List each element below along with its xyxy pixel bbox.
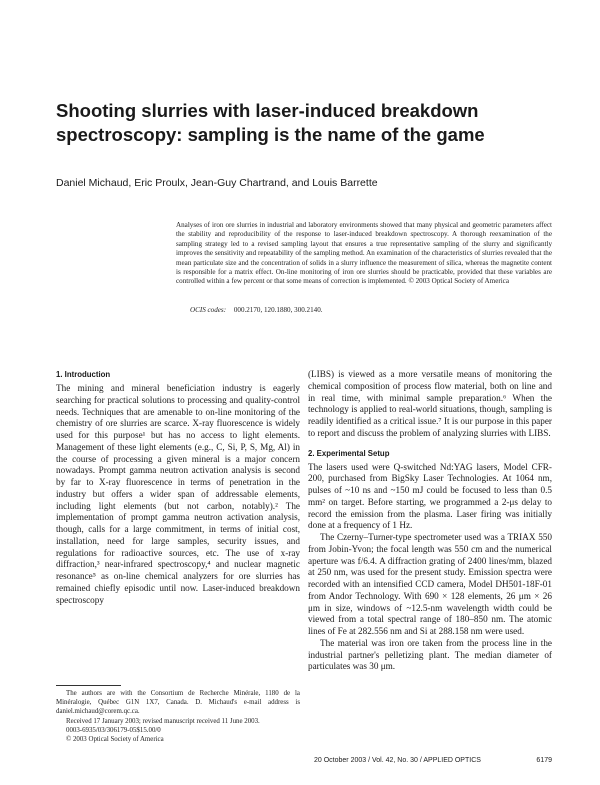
footnote-code: 0003-6935/03/306179-05$15.00/0 (66, 726, 161, 734)
experimental-paragraph-3: The material was iron ore taken from the process line in the industrial partner's pelletizing plant. The median diameter of particulates was 30 μm. (308, 637, 552, 672)
footnotes (56, 689, 300, 744)
abstract: Analyses of iron ore slurries in industrial and laboratory environments showed that many physical and geometric parameters affect the stability and reproducibility of the response to laser-induced breakdown spectroscopy. A thorough reexamination of the sampling strategy led to a revised sampling layout that ensures a true representative sampling of the slurry and significantly improves the sensitivity and repeatability of the sampling method. An examination of the characteristics of slurries revealed that the mean particulate size and the concentration of solids in a slurry influence the measurement of silica, whereas the magnetite content is responsible for a matrix effect. On-line monitoring of iron ore slurries should be practicable, provided that these variables are controlled within a few percent or that some means of correction is implemented. © 2003 Optical Society of America (176, 221, 552, 286)
right-column (308, 369, 552, 673)
experimental-paragraph-2: The Czerny–Turner-type spectrometer used was a TRIAX 550 from Jobin-Yvon; the focal length was 550 cm and the numerical aperture was f/6.4. A diffraction grating of 2400 lines/mm, blazed at 250 nm, was used for the present study. Emission spectra were recorded with an intensified CCD camera, Model DH501-18F-01 from Andor Technology. With 690 × 128 elements, 26 μm × 26 μm in size, windows of ~12.5-nm wavelength width could be viewed from a total spectral range of 180–850 nm. The atomic lines of Fe at 282.556 nm and Si at 288.158 nm were used. (308, 532, 552, 636)
footnote-copyright: © 2003 Optical Society of America (66, 736, 164, 744)
left-column (56, 369, 300, 606)
footnote-divider (56, 685, 121, 686)
ocis-label: OCIS codes: (190, 306, 227, 314)
section-heading-introduction: 1. Introduction (56, 370, 111, 379)
footnote-affiliation: The authors are with the Consortium de Recherche Minérale, 1180 de la Minéralogie, Québec G1N 1X7, Canada. D. Michaud's e-mail address is daniel.michaud@corem.qc.ca. (56, 690, 300, 716)
introduction-paragraph-1: The mining and mineral beneficiation industry is eagerly searching for practical solutions to processing and quality-control needs. Techniques that are amenable to on-line monitoring of the chemistry of ore slurries are scarce. X-ray fluorescence is widely used for this purpose¹ but has no access to light elements. Management of these light elements (e.g., C, Si, P, S, Mg, Al) in the course of processing a given mineral is a major concern nowadays. Prompt gamma neutron activation analysis is second by far to X-ray fluorescence in terms of penetration in the industry but offers a wider span of addressable elements, including light elements (but not carbon, notably).² The implementation of prompt gamma neutron activation analysis, though, calls for a large commitment, in terms of initial cost, installation, need for large samples, security issues, and regulations for radioactive sources, etc. The use of x-ray diffraction,³ near-infrared spectroscopy,⁴ and nuclear magnetic resonance⁵ as on-line chemical analyzers for ore slurries has remained chiefly episodic until now. Laser-induced breakdown spectroscopy (56, 383, 300, 605)
paper-title (56, 99, 556, 147)
author-list: Daniel Michaud, Eric Proulx, Jean-Guy Chartrand, and Louis Barrette (56, 177, 378, 189)
ocis-values: 000.2170, 120.1880, 300.2140. (233, 306, 323, 314)
running-footer (314, 757, 552, 764)
journal-citation: 20 October 2003 / Vol. 42, No. 30 / APPLIED OPTICS (314, 757, 481, 764)
experimental-paragraph-1: The lasers used were Q-switched Nd:YAG lasers, Model CFR-200, purchased from BigSky Laser Technologies. At 1064 nm, pulses of ~10 ns and ~150 mJ could be focused to less than 0.5 mm² on target. Before starting, we programmed a 2-μs delay to record the emission from the plasma. Laser firing was initially done at a frequency of 1 Hz. (308, 461, 552, 531)
paper-title-line-1: Shooting slurries with laser-induced breakdown (56, 100, 479, 121)
ocis-codes (190, 306, 323, 314)
footnote-received: Received 17 January 2003; revised manuscript received 11 June 2003. (66, 717, 260, 725)
paper-title-line-2: spectroscopy: sampling is the name of the game (56, 124, 485, 145)
page-number: 6179 (536, 757, 552, 764)
section-heading-experimental-setup: 2. Experimental Setup (308, 448, 390, 458)
introduction-paragraph-2: (LIBS) is viewed as a more versatile means of monitoring the chemical composition of process flow material, both on line and in real time, with minimal sample preparation.⁶ When the technology is applied to real-world situations, though, sampling is readily identified as a critical issue.⁷ It is our purpose in this paper to report and discuss the problem of analyzing slurries with LIBS. (308, 369, 552, 438)
